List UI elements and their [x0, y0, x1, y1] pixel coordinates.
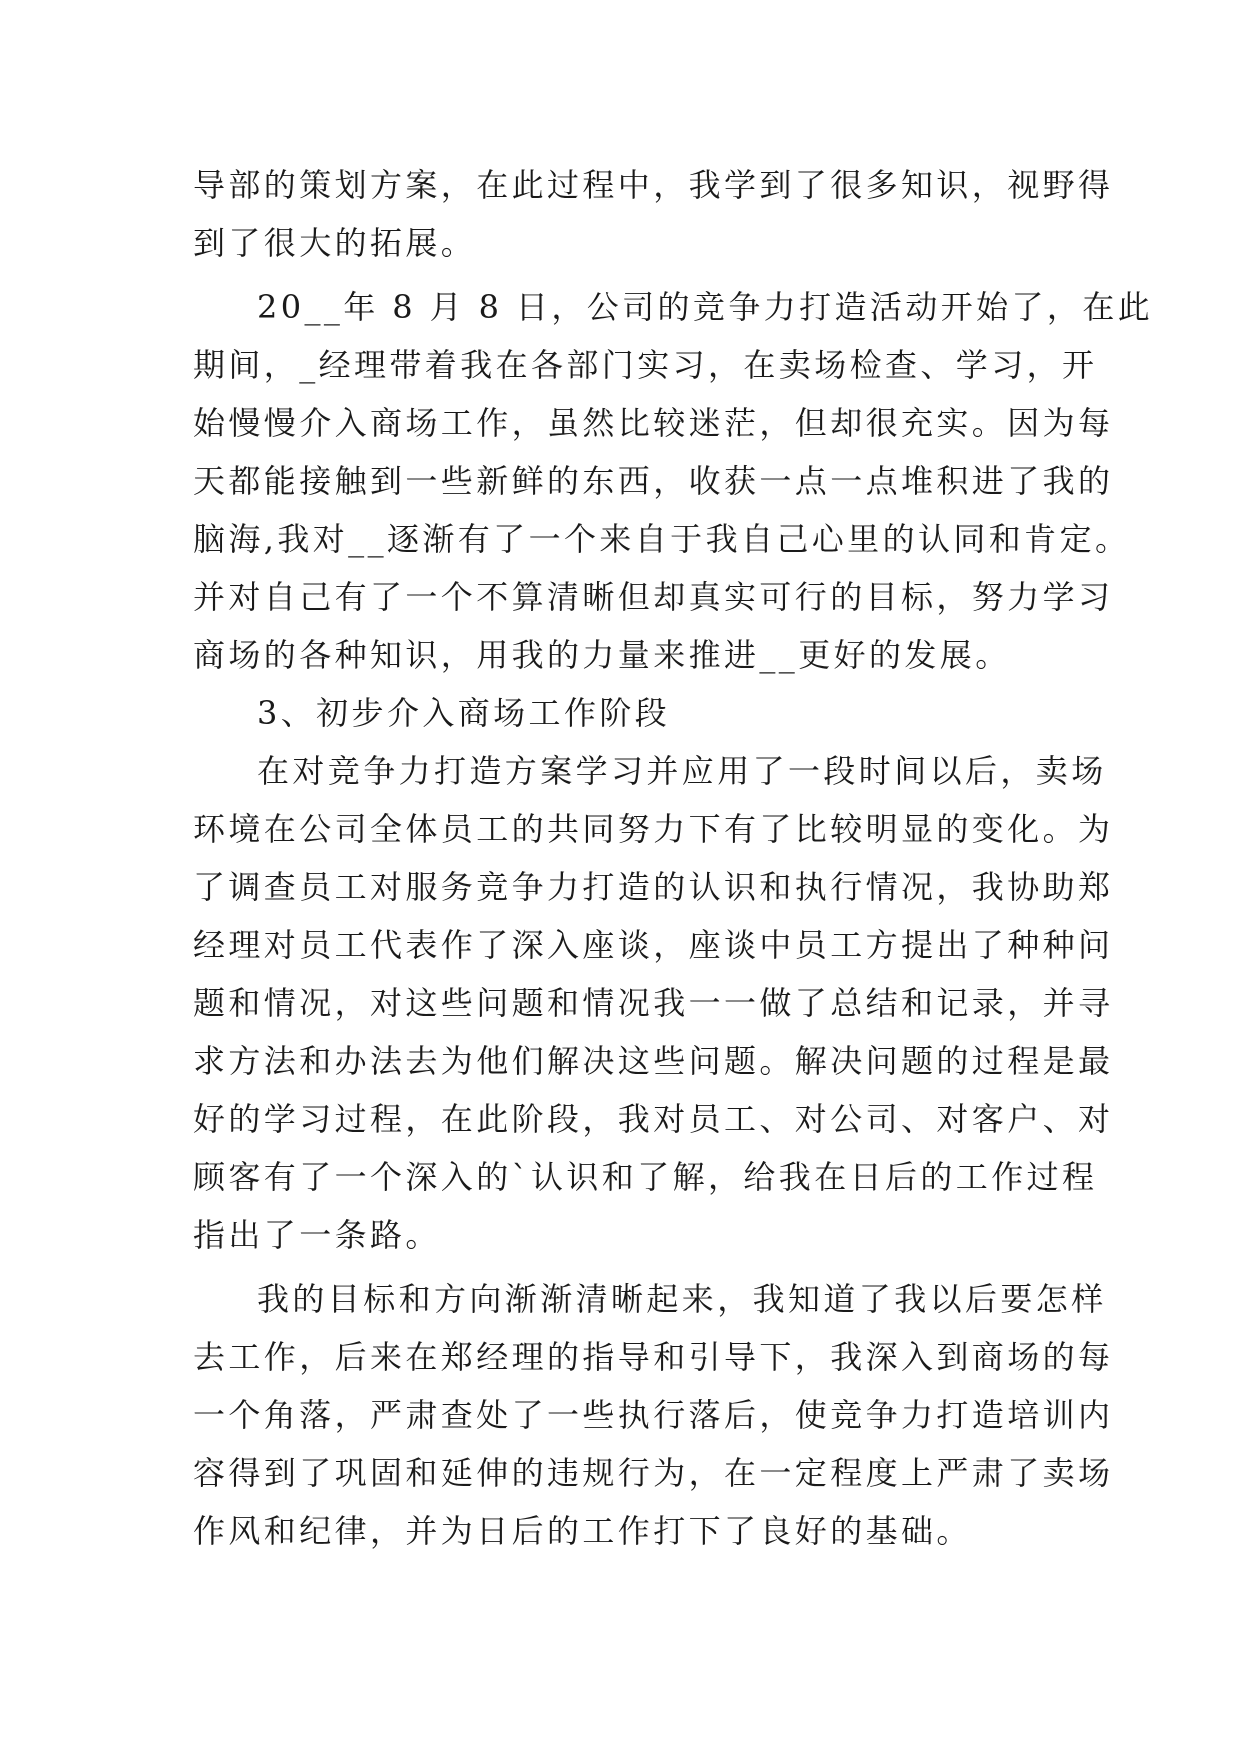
text-line: 导部的策划方案，在此过程中，我学到了很多知识，视野得 — [193, 166, 1114, 204]
text-line: 在对竞争力打造方案学习并应用了一段时间以后，卖场 — [257, 752, 1107, 790]
text-line: 好的学习过程，在此阶段，我对员工、对公司、对客户、对 — [193, 1100, 1114, 1138]
text-line: 脑海,我对__逐渐有了一个来自于我自己心里的认同和肯定。 — [193, 520, 1131, 558]
text-line: 环境在公司全体员工的共同努力下有了比较明显的变化。为 — [193, 810, 1114, 848]
text-line: 并对自己有了一个不算清晰但却真实可行的目标，努力学习 — [193, 578, 1114, 616]
text-line: 到了很大的拓展。 — [193, 224, 477, 262]
text-line: 期间，_经理带着我在各部门实习，在卖场检查、学习，开 — [193, 346, 1098, 384]
text-line: 20__年 8 月 8 日，公司的竞争力打造活动开始了，在此 — [257, 288, 1154, 326]
text-line: 始慢慢介入商场工作，虽然比较迷茫，但却很充实。因为每 — [193, 404, 1114, 442]
text-line: 去工作，后来在郑经理的指导和引导下，我深入到商场的每 — [193, 1338, 1114, 1376]
paragraph — [193, 742, 1114, 1264]
text-line: 求方法和办法去为他们解决这些问题。解决问题的过程是最 — [193, 1042, 1114, 1080]
text-line: 商场的各种知识，用我的力量来推进__更好的发展。 — [193, 636, 1011, 674]
text-line: 了调查员工对服务竞争力打造的认识和执行情况，我协助郑 — [193, 868, 1114, 906]
text-line: 一个角落，严肃查处了一些执行落后，使竞争力打造培训内 — [193, 1396, 1114, 1434]
text-line: 顾客有了一个深入的`认识和了解，给我在日后的工作过程 — [193, 1158, 1098, 1196]
paragraph — [193, 156, 1114, 272]
text-line: 天都能接触到一些新鲜的东西，收获一点一点堆积进了我的 — [193, 462, 1114, 500]
paragraph — [193, 278, 1154, 684]
paragraph — [193, 1270, 1114, 1560]
text-line: 题和情况，对这些问题和情况我一一做了总结和记录，并寻 — [193, 984, 1114, 1022]
text-line: 3、初步介入商场工作阶段 — [257, 694, 671, 732]
text-line: 指出了一条路。 — [193, 1216, 441, 1254]
document-body — [193, 156, 1154, 1560]
text-line: 作风和纪律，并为日后的工作打下了良好的基础。 — [193, 1512, 972, 1550]
text-line: 容得到了巩固和延伸的违规行为，在一定程度上严肃了卖场 — [193, 1454, 1114, 1492]
section-heading — [193, 684, 1055, 742]
text-line: 经理对员工代表作了深入座谈，座谈中员工方提出了种种问 — [193, 926, 1114, 964]
text-line: 我的目标和方向渐渐清晰起来，我知道了我以后要怎样 — [257, 1280, 1107, 1318]
